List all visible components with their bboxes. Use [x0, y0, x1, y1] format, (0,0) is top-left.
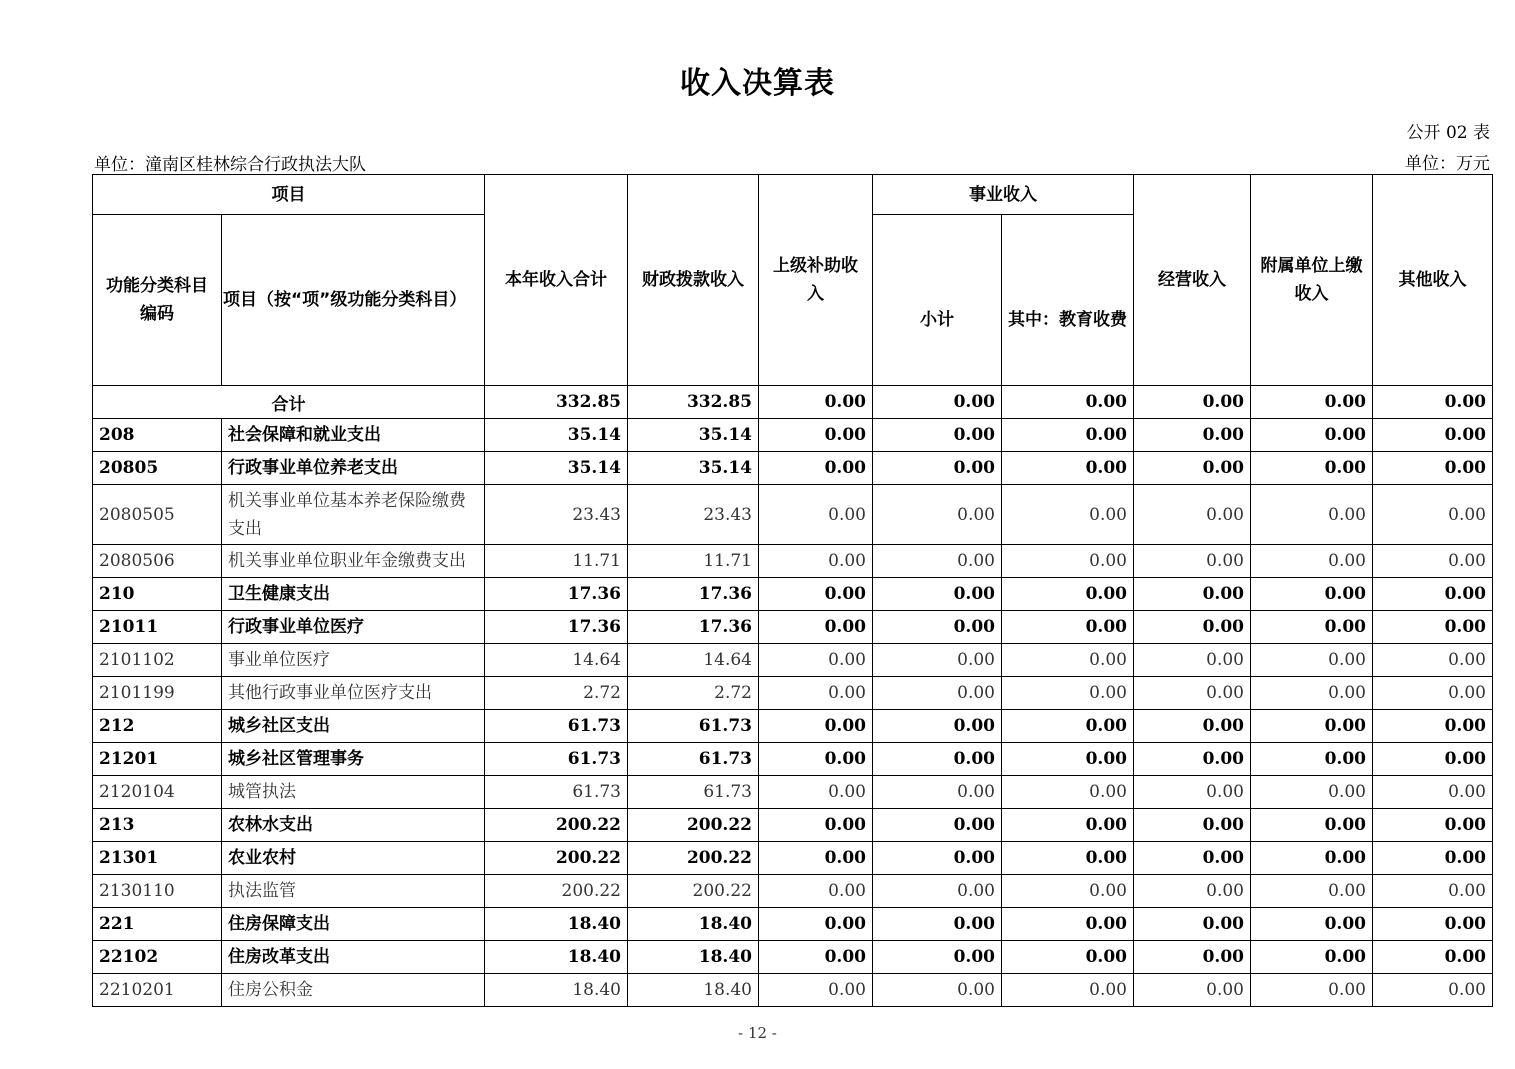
table-row [93, 545, 1493, 578]
header-subtotal: 小计 [873, 215, 1002, 386]
total-value-cell: 0.00 [1002, 386, 1134, 419]
value-cell: 0.00 [1134, 419, 1251, 452]
value-cell: 0.00 [1251, 743, 1373, 776]
table-row [93, 809, 1493, 842]
value-cell: 0.00 [1251, 908, 1373, 941]
value-cell: 11.71 [485, 545, 628, 578]
value-cell: 0.00 [1373, 941, 1493, 974]
item-name-cell: 城乡社区管理事务 [222, 743, 485, 776]
value-cell: 0.00 [1251, 842, 1373, 875]
value-cell: 61.73 [628, 743, 759, 776]
value-cell: 0.00 [759, 452, 873, 485]
value-cell: 14.64 [628, 644, 759, 677]
table-row [93, 776, 1493, 809]
value-cell: 0.00 [759, 611, 873, 644]
code-cell: 21201 [93, 743, 222, 776]
value-cell: 0.00 [1373, 908, 1493, 941]
item-name-cell: 其他行政事业单位医疗支出 [222, 677, 485, 710]
table-row [93, 743, 1493, 776]
table-row [93, 842, 1493, 875]
value-cell: 0.00 [1251, 875, 1373, 908]
page-number: - 12 - [738, 1024, 777, 1042]
value-cell: 61.73 [628, 710, 759, 743]
value-cell: 0.00 [759, 776, 873, 809]
value-cell: 0.00 [873, 776, 1002, 809]
table-row [93, 419, 1493, 452]
value-cell: 0.00 [1373, 419, 1493, 452]
value-cell: 0.00 [873, 710, 1002, 743]
value-cell: 200.22 [485, 875, 628, 908]
total-value-cell: 332.85 [485, 386, 628, 419]
code-cell: 2080506 [93, 545, 222, 578]
value-cell: 0.00 [1251, 452, 1373, 485]
header-item-group: 项目 [93, 175, 485, 215]
value-cell: 0.00 [1002, 710, 1134, 743]
value-cell: 2.72 [485, 677, 628, 710]
value-cell: 0.00 [759, 809, 873, 842]
table-body [93, 386, 1493, 1007]
value-cell: 0.00 [759, 419, 873, 452]
table-row [93, 611, 1493, 644]
total-value-cell: 0.00 [1373, 386, 1493, 419]
value-cell: 0.00 [873, 419, 1002, 452]
code-cell: 213 [93, 809, 222, 842]
value-cell: 0.00 [1373, 545, 1493, 578]
value-cell: 0.00 [1134, 452, 1251, 485]
item-name-cell: 行政事业单位医疗 [222, 611, 485, 644]
total-value-cell: 332.85 [628, 386, 759, 419]
value-cell: 0.00 [759, 743, 873, 776]
table-row [93, 710, 1493, 743]
table-row [93, 908, 1493, 941]
value-cell: 0.00 [1002, 875, 1134, 908]
value-cell: 0.00 [873, 875, 1002, 908]
total-value-cell: 0.00 [759, 386, 873, 419]
item-name-cell: 农业农村 [222, 842, 485, 875]
value-cell: 2.72 [628, 677, 759, 710]
value-cell: 0.00 [1251, 941, 1373, 974]
value-cell: 200.22 [485, 809, 628, 842]
value-cell: 200.22 [628, 875, 759, 908]
value-cell: 0.00 [759, 677, 873, 710]
value-cell: 0.00 [873, 545, 1002, 578]
value-cell: 18.40 [485, 941, 628, 974]
code-cell: 20805 [93, 452, 222, 485]
header-operating: 经营收入 [1134, 175, 1251, 386]
value-cell: 35.14 [628, 419, 759, 452]
value-cell: 0.00 [1134, 776, 1251, 809]
value-cell: 18.40 [628, 941, 759, 974]
table-row [93, 974, 1493, 1007]
value-cell: 0.00 [1134, 485, 1251, 545]
value-cell: 0.00 [759, 578, 873, 611]
value-cell: 23.43 [628, 485, 759, 545]
value-cell: 0.00 [1373, 743, 1493, 776]
value-cell: 0.00 [873, 908, 1002, 941]
value-cell: 0.00 [1002, 908, 1134, 941]
value-cell: 0.00 [1134, 611, 1251, 644]
value-cell: 0.00 [1251, 578, 1373, 611]
total-value-cell: 0.00 [873, 386, 1002, 419]
value-cell: 0.00 [1373, 842, 1493, 875]
reporting-unit: 单位：潼南区桂林综合行政执法大队 [94, 155, 366, 175]
value-cell: 0.00 [1002, 611, 1134, 644]
value-cell: 0.00 [1134, 743, 1251, 776]
code-cell: 2080505 [93, 485, 222, 545]
code-cell: 2210201 [93, 974, 222, 1007]
value-cell: 0.00 [1134, 578, 1251, 611]
value-cell: 0.00 [1134, 710, 1251, 743]
table-row [93, 452, 1493, 485]
value-cell: 0.00 [1002, 842, 1134, 875]
value-cell: 0.00 [759, 644, 873, 677]
value-cell: 0.00 [873, 677, 1002, 710]
value-cell: 18.40 [628, 908, 759, 941]
value-cell: 200.22 [485, 842, 628, 875]
value-cell: 0.00 [1002, 452, 1134, 485]
value-cell: 0.00 [1373, 776, 1493, 809]
item-name-cell: 机关事业单位基本养老保险缴费支出 [222, 485, 485, 545]
code-cell: 2101199 [93, 677, 222, 710]
header-other: 其他收入 [1373, 175, 1493, 386]
table-row [93, 941, 1493, 974]
code-cell: 221 [93, 908, 222, 941]
value-cell: 0.00 [1134, 974, 1251, 1007]
header-education-fee: 其中：教育收费 [1002, 215, 1134, 386]
item-name-cell: 事业单位医疗 [222, 644, 485, 677]
value-cell: 0.00 [1373, 875, 1493, 908]
value-cell: 0.00 [1002, 578, 1134, 611]
value-cell: 17.36 [485, 611, 628, 644]
header-superior-subsidy: 上级补助收入 [759, 175, 873, 386]
value-cell: 11.71 [628, 545, 759, 578]
item-name-cell: 住房公积金 [222, 974, 485, 1007]
value-cell: 200.22 [628, 809, 759, 842]
total-value-cell: 0.00 [1251, 386, 1373, 419]
value-cell: 0.00 [759, 908, 873, 941]
value-cell: 61.73 [485, 776, 628, 809]
value-cell: 0.00 [873, 743, 1002, 776]
total-value-cell: 0.00 [1134, 386, 1251, 419]
value-cell: 0.00 [1373, 452, 1493, 485]
value-cell: 0.00 [759, 842, 873, 875]
value-cell: 0.00 [1002, 743, 1134, 776]
value-cell: 0.00 [873, 809, 1002, 842]
header-code: 功能分类科目编码 [93, 215, 222, 386]
value-cell: 0.00 [1251, 611, 1373, 644]
header-total-income: 本年收入合计 [485, 175, 628, 386]
value-cell: 0.00 [1373, 974, 1493, 1007]
value-cell: 0.00 [1134, 677, 1251, 710]
total-row [93, 386, 1493, 419]
code-cell: 208 [93, 419, 222, 452]
table-row [93, 677, 1493, 710]
table-row [93, 485, 1493, 545]
value-cell: 0.00 [1373, 578, 1493, 611]
item-name-cell: 住房保障支出 [222, 908, 485, 941]
value-cell: 35.14 [628, 452, 759, 485]
table-row [93, 644, 1493, 677]
value-cell: 18.40 [485, 908, 628, 941]
currency-unit: 单位：万元 [1405, 154, 1490, 174]
value-cell: 0.00 [1002, 776, 1134, 809]
item-name-cell: 农林水支出 [222, 809, 485, 842]
value-cell: 0.00 [1251, 974, 1373, 1007]
code-cell: 22102 [93, 941, 222, 974]
value-cell: 0.00 [1373, 644, 1493, 677]
value-cell: 200.22 [628, 842, 759, 875]
value-cell: 0.00 [759, 545, 873, 578]
value-cell: 0.00 [1002, 974, 1134, 1007]
value-cell: 18.40 [628, 974, 759, 1007]
value-cell: 35.14 [485, 452, 628, 485]
form-number: 公开 02 表 [1406, 123, 1490, 143]
item-name-cell: 城乡社区支出 [222, 710, 485, 743]
value-cell: 0.00 [759, 485, 873, 545]
item-name-cell: 行政事业单位养老支出 [222, 452, 485, 485]
value-cell: 0.00 [1134, 908, 1251, 941]
value-cell: 0.00 [1134, 875, 1251, 908]
table-row [93, 578, 1493, 611]
value-cell: 0.00 [1251, 485, 1373, 545]
value-cell: 0.00 [1373, 611, 1493, 644]
header-affiliated: 附属单位上缴收入 [1251, 175, 1373, 386]
item-name-cell: 执法监管 [222, 875, 485, 908]
value-cell: 0.00 [1134, 842, 1251, 875]
code-cell: 2120104 [93, 776, 222, 809]
value-cell: 0.00 [1134, 644, 1251, 677]
code-cell: 21011 [93, 611, 222, 644]
page-title: 收入决算表 [680, 66, 835, 101]
value-cell: 0.00 [1251, 644, 1373, 677]
value-cell: 0.00 [1002, 809, 1134, 842]
code-cell: 212 [93, 710, 222, 743]
value-cell: 0.00 [873, 842, 1002, 875]
header-item-name: 项目（按“项”级功能分类科目） [222, 215, 485, 386]
code-cell: 2130110 [93, 875, 222, 908]
value-cell: 17.36 [628, 611, 759, 644]
value-cell: 0.00 [1134, 809, 1251, 842]
value-cell: 0.00 [873, 974, 1002, 1007]
value-cell: 0.00 [759, 710, 873, 743]
item-name-cell: 机关事业单位职业年金缴费支出 [222, 545, 485, 578]
value-cell: 18.40 [485, 974, 628, 1007]
header-business-group: 事业收入 [873, 175, 1134, 215]
value-cell: 0.00 [1134, 545, 1251, 578]
value-cell: 0.00 [873, 485, 1002, 545]
income-table [92, 174, 1493, 1007]
value-cell: 35.14 [485, 419, 628, 452]
value-cell: 17.36 [628, 578, 759, 611]
value-cell: 0.00 [1002, 485, 1134, 545]
value-cell: 0.00 [1002, 545, 1134, 578]
value-cell: 0.00 [759, 875, 873, 908]
value-cell: 23.43 [485, 485, 628, 545]
value-cell: 14.64 [485, 644, 628, 677]
value-cell: 0.00 [1251, 776, 1373, 809]
value-cell: 61.73 [485, 710, 628, 743]
value-cell: 0.00 [1373, 485, 1493, 545]
value-cell: 0.00 [873, 611, 1002, 644]
value-cell: 0.00 [873, 644, 1002, 677]
value-cell: 0.00 [759, 941, 873, 974]
code-cell: 2101102 [93, 644, 222, 677]
header-fiscal: 财政拨款收入 [628, 175, 759, 386]
value-cell: 0.00 [873, 578, 1002, 611]
value-cell: 0.00 [1251, 710, 1373, 743]
table-row [93, 875, 1493, 908]
value-cell: 0.00 [1002, 941, 1134, 974]
value-cell: 0.00 [1251, 809, 1373, 842]
value-cell: 0.00 [873, 452, 1002, 485]
value-cell: 0.00 [1002, 419, 1134, 452]
value-cell: 61.73 [485, 743, 628, 776]
value-cell: 0.00 [1251, 545, 1373, 578]
item-name-cell: 城管执法 [222, 776, 485, 809]
code-cell: 210 [93, 578, 222, 611]
value-cell: 0.00 [759, 974, 873, 1007]
code-cell: 21301 [93, 842, 222, 875]
value-cell: 17.36 [485, 578, 628, 611]
item-name-cell: 住房改革支出 [222, 941, 485, 974]
total-label: 合计 [93, 386, 485, 419]
value-cell: 0.00 [1373, 710, 1493, 743]
value-cell: 0.00 [1134, 941, 1251, 974]
value-cell: 0.00 [1251, 419, 1373, 452]
item-name-cell: 卫生健康支出 [222, 578, 485, 611]
item-name-cell: 社会保障和就业支出 [222, 419, 485, 452]
value-cell: 0.00 [1002, 644, 1134, 677]
value-cell: 0.00 [1373, 809, 1493, 842]
value-cell: 0.00 [1002, 677, 1134, 710]
value-cell: 0.00 [873, 941, 1002, 974]
value-cell: 0.00 [1251, 677, 1373, 710]
value-cell: 61.73 [628, 776, 759, 809]
value-cell: 0.00 [1373, 677, 1493, 710]
